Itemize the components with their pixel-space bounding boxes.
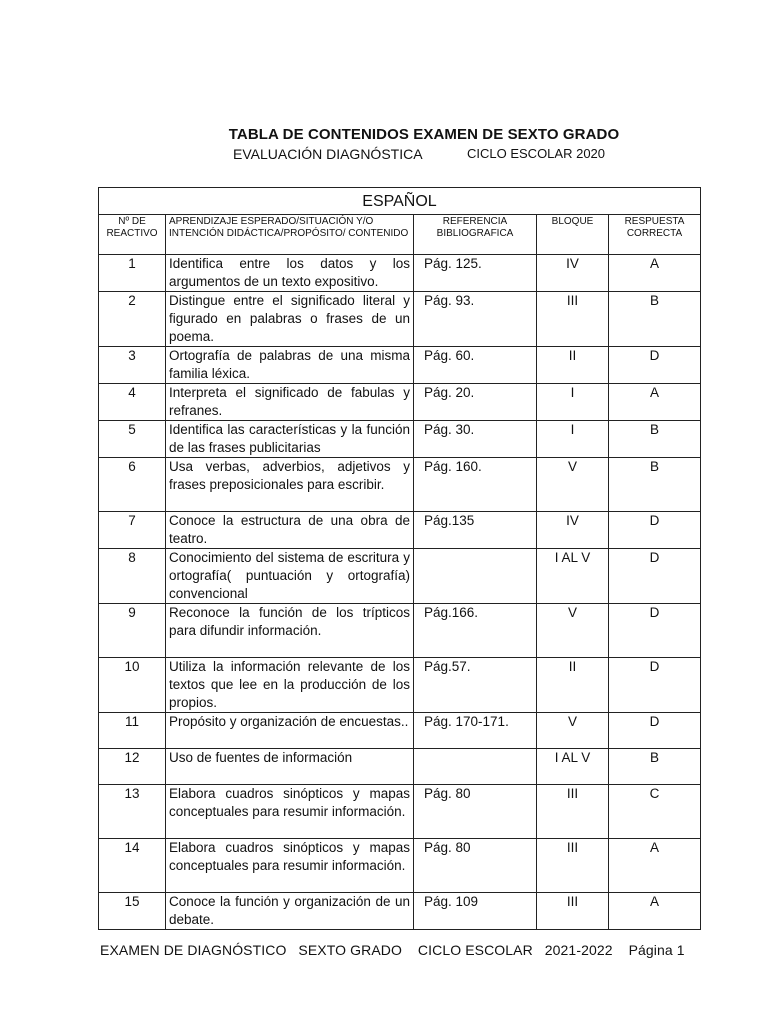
table-row bbox=[99, 893, 701, 930]
bibliographic-reference: Pág.135 bbox=[414, 512, 537, 549]
block-value: I AL V bbox=[537, 549, 609, 604]
table-row bbox=[99, 421, 701, 458]
learning-description: Usa verbas, adverbios, adjetivos y frases preposicionales para escribir. bbox=[166, 458, 414, 512]
bibliographic-reference bbox=[414, 749, 537, 785]
item-number: 3 bbox=[99, 347, 166, 384]
learning-description: Elabora cuadros sinópticos y mapas conceptuales para resumir información. bbox=[166, 785, 414, 839]
correct-answer: D bbox=[609, 713, 701, 749]
learning-description: Ortografía de palabras de una misma familia léxica. bbox=[166, 347, 414, 384]
learning-description: Reconoce la función de los trípticos para difundir información. bbox=[166, 604, 414, 658]
block-value: III bbox=[537, 292, 609, 347]
table-row bbox=[99, 785, 701, 839]
bibliographic-reference: Pág. 170-171. bbox=[414, 713, 537, 749]
bibliographic-reference: Pág. 80 bbox=[414, 785, 537, 839]
learning-description: Utiliza la información relevante de los textos que lee en la producción de los propios. bbox=[166, 658, 414, 713]
table-row bbox=[99, 347, 701, 384]
item-number: 13 bbox=[99, 785, 166, 839]
item-number: 14 bbox=[99, 839, 166, 893]
block-value: III bbox=[537, 839, 609, 893]
column-header-learning: APRENDIZAJE ESPERADO/SITUACIÓN Y/O INTENCIÓN DIDÁCTICA/PROPÓSITO/ CONTENIDO bbox=[166, 215, 414, 255]
item-number: 2 bbox=[99, 292, 166, 347]
item-number: 10 bbox=[99, 658, 166, 713]
learning-description: Interpreta el significado de fabulas y refranes. bbox=[166, 384, 414, 421]
item-number: 8 bbox=[99, 549, 166, 604]
block-value: I bbox=[537, 421, 609, 458]
block-value: I bbox=[537, 384, 609, 421]
block-value: I AL V bbox=[537, 749, 609, 785]
subject-header: ESPAÑOL bbox=[99, 188, 701, 215]
bibliographic-reference: Pág. 60. bbox=[414, 347, 537, 384]
block-value: III bbox=[537, 893, 609, 930]
block-value: III bbox=[537, 785, 609, 839]
learning-description: Elabora cuadros sinópticos y mapas conceptuales para resumir información. bbox=[166, 839, 414, 893]
learning-description: Identifica entre los datos y los argumentos de un texto expositivo. bbox=[166, 255, 414, 292]
bibliographic-reference: Pág. 30. bbox=[414, 421, 537, 458]
column-header-block: BLOQUE bbox=[537, 215, 609, 255]
item-number: 15 bbox=[99, 893, 166, 930]
document-title: TABLA DE CONTENIDOS EXAMEN DE SEXTO GRADO bbox=[228, 126, 620, 143]
correct-answer: A bbox=[609, 384, 701, 421]
bibliographic-reference: Pág. 125. bbox=[414, 255, 537, 292]
bibliographic-reference: Pág.57. bbox=[414, 658, 537, 713]
bibliographic-reference: Pág. 80 bbox=[414, 839, 537, 893]
block-value: V bbox=[537, 604, 609, 658]
correct-answer: D bbox=[609, 658, 701, 713]
bibliographic-reference bbox=[414, 549, 537, 604]
item-number: 11 bbox=[99, 713, 166, 749]
block-value: V bbox=[537, 458, 609, 512]
bibliographic-reference: Pág. 93. bbox=[414, 292, 537, 347]
block-value: V bbox=[537, 713, 609, 749]
document-subtitle: EVALUACIÓN DIAGNÓSTICA bbox=[233, 146, 423, 162]
correct-answer: B bbox=[609, 421, 701, 458]
learning-description: Conoce la estructura de una obra de teatro. bbox=[166, 512, 414, 549]
learning-description: Conocimiento del sistema de escritura y ortografía( puntuación y ortografía) convencional bbox=[166, 549, 414, 604]
table-row bbox=[99, 604, 701, 658]
correct-answer: D bbox=[609, 604, 701, 658]
correct-answer: D bbox=[609, 549, 701, 604]
table-row bbox=[99, 255, 701, 292]
school-cycle: CICLO ESCOLAR 2020 bbox=[467, 146, 606, 161]
bibliographic-reference: Pág. 160. bbox=[414, 458, 537, 512]
block-value: II bbox=[537, 658, 609, 713]
learning-description: Conoce la función y organización de un debate. bbox=[166, 893, 414, 930]
table-row bbox=[99, 512, 701, 549]
table-row bbox=[99, 549, 701, 604]
contents-table bbox=[98, 187, 701, 930]
table-row bbox=[99, 292, 701, 347]
column-header-answer: RESPUESTA CORRECTA bbox=[609, 215, 701, 255]
learning-description: Distingue entre el significado literal y figurado en palabras o frases de un poema. bbox=[166, 292, 414, 347]
item-number: 6 bbox=[99, 458, 166, 512]
table-row bbox=[99, 384, 701, 421]
bibliographic-reference: Pág. 109 bbox=[414, 893, 537, 930]
item-number: 9 bbox=[99, 604, 166, 658]
correct-answer: A bbox=[609, 255, 701, 292]
correct-answer: A bbox=[609, 893, 701, 930]
correct-answer: A bbox=[609, 839, 701, 893]
learning-description: Uso de fuentes de información bbox=[166, 749, 414, 785]
correct-answer: B bbox=[609, 749, 701, 785]
item-number: 1 bbox=[99, 255, 166, 292]
block-value: IV bbox=[537, 255, 609, 292]
column-header-reference: REFERENCIA BIBLIOGRAFICA bbox=[414, 215, 537, 255]
table-row bbox=[99, 749, 701, 785]
item-number: 4 bbox=[99, 384, 166, 421]
item-number: 7 bbox=[99, 512, 166, 549]
correct-answer: D bbox=[609, 512, 701, 549]
block-value: IV bbox=[537, 512, 609, 549]
item-number: 5 bbox=[99, 421, 166, 458]
bibliographic-reference: Pág.166. bbox=[414, 604, 537, 658]
correct-answer: B bbox=[609, 292, 701, 347]
correct-answer: C bbox=[609, 785, 701, 839]
learning-description: Identifica las características y la función de las frases publicitarias bbox=[166, 421, 414, 458]
correct-answer: B bbox=[609, 458, 701, 512]
item-number: 12 bbox=[99, 749, 166, 785]
column-header-number: Nº DE REACTIVO bbox=[99, 215, 166, 255]
table-row bbox=[99, 658, 701, 713]
learning-description: Propósito y organización de encuestas.. bbox=[166, 713, 414, 749]
table-row bbox=[99, 713, 701, 749]
block-value: II bbox=[537, 347, 609, 384]
table-row bbox=[99, 458, 701, 512]
page-footer: EXAMEN DE DIAGNÓSTICO SEXTO GRADO CICLO ESCOLAR 2021-2022 Página 1 bbox=[100, 942, 685, 958]
bibliographic-reference: Pág. 20. bbox=[414, 384, 537, 421]
table-row bbox=[99, 839, 701, 893]
correct-answer: D bbox=[609, 347, 701, 384]
